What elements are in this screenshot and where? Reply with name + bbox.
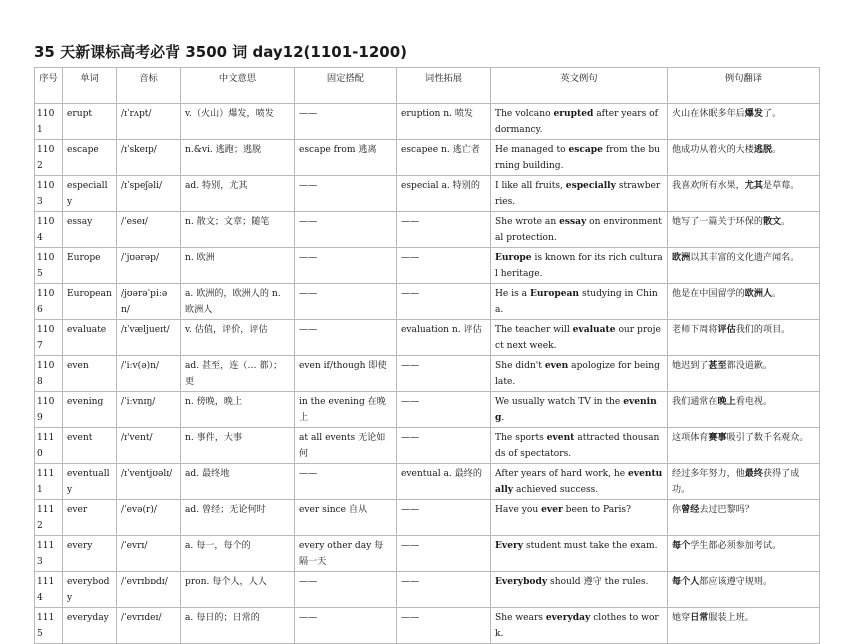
table-row xyxy=(35,428,820,464)
cell-number: 1104 xyxy=(35,212,63,248)
sentence-text: 火山在休眠多年后 xyxy=(672,109,745,119)
cell-phrase: —— xyxy=(295,572,397,608)
sentence-text: After years of hard work, he xyxy=(495,469,628,479)
cell-phonetic: /ˈiːv(ə)n/ xyxy=(117,356,181,392)
cell-phrase: —— xyxy=(295,212,397,248)
sentence-text: 了。 xyxy=(762,109,782,119)
cell-derivative: —— xyxy=(397,212,491,248)
cell-derivative: eruption n. 喷发 xyxy=(397,104,491,140)
sentence-text: 是草莓。 xyxy=(762,181,800,191)
table-row xyxy=(35,284,820,320)
cell-example xyxy=(491,500,668,536)
cell-translation xyxy=(668,284,820,320)
header-example: 英文例句 xyxy=(491,68,668,104)
cell-number: 1111 xyxy=(35,464,63,500)
table-row xyxy=(35,536,820,572)
highlighted-word: European xyxy=(529,288,580,299)
highlighted-word: especially xyxy=(565,180,616,191)
sentence-text: . xyxy=(501,413,505,423)
cell-word: everyday xyxy=(63,608,117,644)
cell-phonetic: /ˈjʊərəp/ xyxy=(117,248,181,284)
vocabulary-table xyxy=(34,67,820,644)
cell-phonetic: /jʊərəˈpiːən/ xyxy=(117,284,181,320)
sentence-text: 获得了成功。 xyxy=(672,469,800,495)
table-row xyxy=(35,320,820,356)
table-body xyxy=(35,104,820,644)
sentence-text: after years of dormancy. xyxy=(495,109,658,135)
highlighted-word: Every xyxy=(495,540,524,551)
cell-example xyxy=(491,140,668,176)
cell-translation xyxy=(668,500,820,536)
sentence-text: 。 xyxy=(772,289,782,299)
highlighted-word: 赛事 xyxy=(708,432,727,443)
cell-meaning: n. 傍晚，晚上 xyxy=(181,392,295,428)
cell-example xyxy=(491,536,668,572)
header-derivative: 词性拓展 xyxy=(397,68,491,104)
cell-number: 1110 xyxy=(35,428,63,464)
sentence-text: student must take the exam. xyxy=(523,541,658,551)
sentence-text: 我喜欢所有水果， xyxy=(672,181,745,191)
sentence-text: clothes to work. xyxy=(495,613,659,639)
cell-word: evaluate xyxy=(63,320,117,356)
highlighted-word: 甚至 xyxy=(708,360,727,371)
cell-derivative: —— xyxy=(397,248,491,284)
cell-word: especially xyxy=(63,176,117,212)
sentence-text: 我们通常在 xyxy=(672,397,718,407)
cell-example xyxy=(491,356,668,392)
table-row xyxy=(35,500,820,536)
sentence-text: 学生都必须参加考试。 xyxy=(690,541,782,551)
sentence-text: I like all fruits, xyxy=(495,181,566,191)
cell-phrase: —— xyxy=(295,248,397,284)
cell-word: every xyxy=(63,536,117,572)
cell-translation xyxy=(668,536,820,572)
table-row xyxy=(35,608,820,644)
cell-word: even xyxy=(63,356,117,392)
sentence-text: 他是在中国留学的 xyxy=(672,289,745,299)
sentence-text: our project next week. xyxy=(495,325,661,351)
sentence-text: 你 xyxy=(672,505,682,515)
highlighted-word: 日常 xyxy=(690,612,709,623)
highlighted-word: erupted xyxy=(553,108,594,119)
cell-phrase: —— xyxy=(295,320,397,356)
cell-translation xyxy=(668,356,820,392)
table-row xyxy=(35,104,820,140)
cell-example xyxy=(491,248,668,284)
cell-translation xyxy=(668,140,820,176)
cell-meaning: a. 欧洲的，欧洲人的 n. 欧洲人 xyxy=(181,284,295,320)
cell-translation xyxy=(668,608,820,644)
cell-number: 1105 xyxy=(35,248,63,284)
cell-example xyxy=(491,608,668,644)
sentence-text: been to Paris? xyxy=(562,505,631,515)
cell-word: evening xyxy=(63,392,117,428)
sentence-text: 吸引了数千名观众。 xyxy=(726,433,809,443)
cell-translation xyxy=(668,464,820,500)
cell-translation xyxy=(668,428,820,464)
cell-phrase: in the evening 在晚上 xyxy=(295,392,397,428)
cell-word: ever xyxy=(63,500,117,536)
sentence-text: We usually watch TV in the xyxy=(495,397,624,407)
highlighted-word: 欧洲人 xyxy=(744,288,773,299)
highlighted-word: event xyxy=(546,432,575,443)
table-row xyxy=(35,392,820,428)
cell-phonetic: /ɪ'vent/ xyxy=(117,428,181,464)
cell-example xyxy=(491,572,668,608)
cell-example xyxy=(491,320,668,356)
cell-meaning: n. 事件，大事 xyxy=(181,428,295,464)
cell-phonetic: /ˈevrɪdeɪ/ xyxy=(117,608,181,644)
cell-phrase: —— xyxy=(295,608,397,644)
highlighted-word: essay xyxy=(559,216,587,227)
cell-translation xyxy=(668,392,820,428)
cell-meaning: a. 每一，每个的 xyxy=(181,536,295,572)
cell-phonetic: /ɪˈskeɪp/ xyxy=(117,140,181,176)
cell-meaning: n.&vi. 逃跑；逃脱 xyxy=(181,140,295,176)
sentence-text: from the burning building. xyxy=(495,145,661,171)
sentence-text: 我们的项目。 xyxy=(735,325,791,335)
cell-word: European xyxy=(63,284,117,320)
page-title: 35 天新课标高考必背 3500 词 day12(1101-1200) xyxy=(34,43,407,61)
sentence-text: studying in China. xyxy=(495,289,658,315)
sentence-text: The volcano xyxy=(495,109,554,119)
cell-phrase: every other day 每隔一天 xyxy=(295,536,397,572)
cell-phonetic: /ˈevrɪ/ xyxy=(117,536,181,572)
cell-derivative: —— xyxy=(397,500,491,536)
sentence-text: 以其丰富的文化遗产闻名。 xyxy=(690,253,800,263)
table-row xyxy=(35,176,820,212)
highlighted-word: 最终 xyxy=(744,468,763,479)
sentence-text: 。 xyxy=(772,145,782,155)
highlighted-word: 逃脱 xyxy=(753,144,773,155)
cell-derivative: —— xyxy=(397,356,491,392)
sentence-text: She wrote an xyxy=(495,217,560,227)
cell-derivative: —— xyxy=(397,536,491,572)
highlighted-word: Everybody xyxy=(495,576,548,587)
header-translation: 例句翻译 xyxy=(668,68,820,104)
table-header-row xyxy=(35,68,820,104)
cell-number: 1109 xyxy=(35,392,63,428)
sentence-text: attracted thousands of spectators. xyxy=(495,433,660,459)
cell-derivative: —— xyxy=(397,392,491,428)
sentence-text: apologize for being late. xyxy=(495,361,660,387)
highlighted-word: 晚上 xyxy=(717,396,736,407)
cell-meaning: v. 估值，评价，评估 xyxy=(181,320,295,356)
sentence-text: He managed to xyxy=(495,145,569,155)
sentence-text: She didn't xyxy=(495,361,545,371)
cell-number: 1101 xyxy=(35,104,63,140)
cell-translation xyxy=(668,176,820,212)
sentence-text: achieved success. xyxy=(513,485,599,495)
highlighted-word: 每个 xyxy=(672,540,691,551)
cell-word: everybody xyxy=(63,572,117,608)
sentence-text: 她迟到了 xyxy=(672,361,709,371)
cell-example xyxy=(491,428,668,464)
sentence-text: is known for its rich cultural heritage. xyxy=(495,253,663,279)
sentence-text: The sports xyxy=(495,433,547,443)
table-row xyxy=(35,464,820,500)
cell-example xyxy=(491,176,668,212)
cell-derivative: —— xyxy=(397,572,491,608)
highlighted-word: evaluate xyxy=(572,324,616,335)
table-row xyxy=(35,212,820,248)
highlighted-word: 爆发 xyxy=(744,108,763,119)
highlighted-word: 曾经 xyxy=(681,504,700,515)
cell-meaning: ad. 曾经；无论何时 xyxy=(181,500,295,536)
sentence-text: 服装上班。 xyxy=(708,613,754,623)
highlighted-word: even xyxy=(544,360,569,371)
cell-derivative: especial a. 特别的 xyxy=(397,176,491,212)
sentence-text: 。 xyxy=(781,217,791,227)
sentence-text: 老师下周将 xyxy=(672,325,718,335)
sentence-text: 看电视。 xyxy=(735,397,773,407)
table-row xyxy=(35,140,820,176)
cell-example xyxy=(491,392,668,428)
cell-phonetic: /ɪˈventjʊəlɪ/ xyxy=(117,464,181,500)
cell-phrase: —— xyxy=(295,176,397,212)
cell-translation xyxy=(668,320,820,356)
cell-word: erupt xyxy=(63,104,117,140)
cell-phonetic: /ˈevrɪbɒdɪ/ xyxy=(117,572,181,608)
cell-meaning: ad. 甚至，连（… 都）；更 xyxy=(181,356,295,392)
cell-word: Europe xyxy=(63,248,117,284)
cell-word: event xyxy=(63,428,117,464)
cell-phonetic: /ˈevə(r)/ xyxy=(117,500,181,536)
cell-meaning: ad. 特别，尤其 xyxy=(181,176,295,212)
sentence-text: should 遵守 the rules. xyxy=(547,577,649,587)
header-phrase: 固定搭配 xyxy=(295,68,397,104)
cell-number: 1102 xyxy=(35,140,63,176)
cell-phrase: escape from 逃离 xyxy=(295,140,397,176)
header-phonetic: 音标 xyxy=(117,68,181,104)
highlighted-word: ever xyxy=(541,504,563,515)
sentence-text: 她穿 xyxy=(672,613,691,623)
highlighted-word: 欧洲 xyxy=(672,252,691,263)
cell-derivative: evaluation n. 评估 xyxy=(397,320,491,356)
cell-word: essay xyxy=(63,212,117,248)
sentence-text: 去过巴黎吗？ xyxy=(699,505,754,515)
header-meaning: 中文意思 xyxy=(181,68,295,104)
cell-number: 1112 xyxy=(35,500,63,536)
cell-derivative: —— xyxy=(397,284,491,320)
cell-number: 1115 xyxy=(35,608,63,644)
cell-meaning: ad. 最终地 xyxy=(181,464,295,500)
cell-phonetic: /ˈeseɪ/ xyxy=(117,212,181,248)
sentence-text: 这项体育 xyxy=(672,433,709,443)
sentence-text: on environmental protection. xyxy=(495,217,662,243)
cell-example xyxy=(491,284,668,320)
cell-derivative: —— xyxy=(397,608,491,644)
cell-translation xyxy=(668,572,820,608)
header-word: 单词 xyxy=(63,68,117,104)
cell-phonetic: /ɪˈspeʃəli/ xyxy=(117,176,181,212)
cell-number: 1113 xyxy=(35,536,63,572)
cell-number: 1108 xyxy=(35,356,63,392)
highlighted-word: 评估 xyxy=(717,324,736,335)
table-row xyxy=(35,572,820,608)
cell-example xyxy=(491,464,668,500)
highlighted-word: 每个人 xyxy=(672,576,700,587)
cell-word: eventually xyxy=(63,464,117,500)
cell-number: 1103 xyxy=(35,176,63,212)
cell-phrase: —— xyxy=(295,104,397,140)
highlighted-word: escape xyxy=(568,144,603,155)
cell-example xyxy=(491,212,668,248)
cell-phrase: —— xyxy=(295,284,397,320)
cell-translation xyxy=(668,212,820,248)
highlighted-word: 尤其 xyxy=(744,180,763,191)
sentence-text: She wears xyxy=(495,613,546,623)
sentence-text: Have you xyxy=(495,505,542,515)
cell-meaning: n. 散文；文章；随笔 xyxy=(181,212,295,248)
highlighted-word: eventually xyxy=(495,468,663,495)
sentence-text: 他成功从着火的大楼 xyxy=(672,145,754,155)
sentence-text: 都没道歉。 xyxy=(726,361,773,371)
sentence-text: 经过多年努力，他 xyxy=(672,469,745,479)
highlighted-word: evening xyxy=(495,396,657,423)
cell-phonetic: /ɪˈrʌpt/ xyxy=(117,104,181,140)
cell-example xyxy=(491,104,668,140)
sentence-text: He is a xyxy=(495,289,530,299)
cell-phrase: at all events 无论如何 xyxy=(295,428,397,464)
cell-phonetic: /ˈiːvnɪŋ/ xyxy=(117,392,181,428)
cell-number: 1114 xyxy=(35,572,63,608)
sentence-text: 都应该遵守规则。 xyxy=(699,577,773,587)
cell-phonetic: /ɪˈvæljueɪt/ xyxy=(117,320,181,356)
sentence-text: 她写了一篇关于环保的 xyxy=(672,217,763,227)
sentence-text: The teacher will xyxy=(495,325,573,335)
header-number: 序号 xyxy=(35,68,63,104)
highlighted-word: 散文 xyxy=(762,216,782,227)
cell-number: 1107 xyxy=(35,320,63,356)
table-row xyxy=(35,356,820,392)
sentence-text: strawberries. xyxy=(495,181,661,207)
cell-meaning: v.（火山）爆发，喷发 xyxy=(181,104,295,140)
cell-phrase: even if/though 即使 xyxy=(295,356,397,392)
cell-meaning: a. 每日的；日常的 xyxy=(181,608,295,644)
cell-derivative: —— xyxy=(397,428,491,464)
highlighted-word: everyday xyxy=(545,612,591,623)
table-row xyxy=(35,248,820,284)
cell-translation xyxy=(668,248,820,284)
cell-meaning: pron. 每个人，人人 xyxy=(181,572,295,608)
highlighted-word: Europe xyxy=(495,252,532,263)
cell-phrase: —— xyxy=(295,464,397,500)
cell-word: escape xyxy=(63,140,117,176)
cell-meaning: n. 欧洲 xyxy=(181,248,295,284)
cell-derivative: escapee n. 逃亡者 xyxy=(397,140,491,176)
cell-derivative: eventual a. 最终的 xyxy=(397,464,491,500)
cell-translation xyxy=(668,104,820,140)
cell-phrase: ever since 自从 xyxy=(295,500,397,536)
cell-number: 1106 xyxy=(35,284,63,320)
